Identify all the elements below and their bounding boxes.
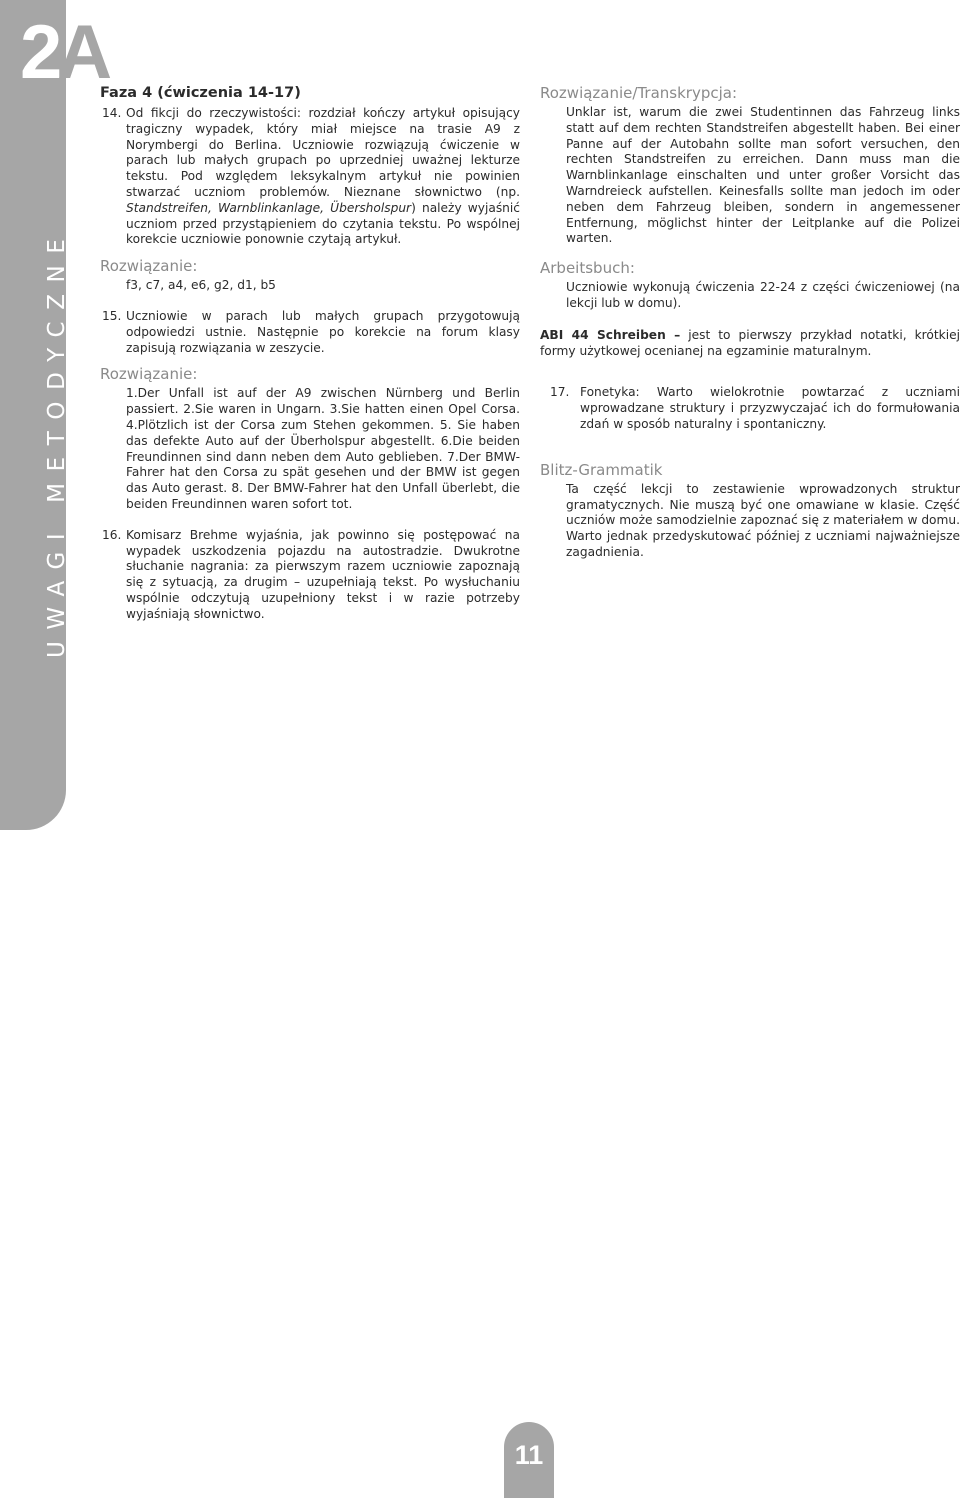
phase-title: Faza 4 (ćwiczenia 14-17) [100, 85, 301, 101]
exercise-text [126, 106, 520, 248]
exercise-number: 17. [550, 385, 570, 400]
abi-note [540, 328, 960, 360]
solution-text: 1.Der Unfall ist auf der A9 zwischen Nürnberg und Berlin passiert. 2.Sie waren in Ungarn. 3.Sie hatten einen Opel Corsa. 4.Plötzlich ist der Corsa zum Stehen gekommen. 5. Sie haben das defekte Auto auf der Überholspur abgestellt. 6.Die beiden Freundinnen sind dann neben dem Auto geblieben. 7.Der BMW-Fahrer hat den Corsa zu spät gesehen und der BMW ist gegen das Auto gerast. 8. Der BMW-Fahrer hat den Unfall überlebt, die beiden Freundinnen waren sofort tot. [126, 386, 520, 511]
exercise-15 [100, 309, 520, 356]
arbeitsbuch-heading: Arbeitsbuch: [540, 259, 635, 278]
solution-heading: Rozwiązanie: [100, 257, 198, 276]
exercise-text: Uczniowie w parach lub małych grupach przygotowują odpowiedzi ustnie. Następnie po korekcie na forum klasy zapisują rozwiązania w zeszycie. [126, 308, 520, 355]
exercise-17 [540, 385, 960, 432]
page-number-tab [504, 1422, 554, 1498]
exercise-number: 14. [102, 106, 122, 120]
exercise-number: 15. [102, 308, 122, 323]
exercise-14-vocab: Standstreifen, Warnblinkanlage, Übersholspur [126, 200, 412, 215]
sidebar-tab [0, 0, 70, 830]
exercise-16 [100, 528, 520, 623]
blitz-text: Ta część lekcji to zestawienie wprowadzonych struktur gramatycznych. Nie muszą być one omawiane w klasie. Część uczniów może samodzielnie zapoznać się z materiałem w domu. Warto jednak przedyskutować później z uczniami najważniejsze zagadnienia. [566, 481, 960, 559]
exercise-text: Fonetyka: Warto wielokrotnie powtarzać z uczniami wprowadzane struktury i przyzwyczajać ich do formułowania zdań w sposób naturalny i spontaniczny. [580, 385, 960, 431]
chapter-digit: 2 [20, 10, 58, 95]
abi-label: ABI 44 Schreiben – [540, 327, 681, 342]
exercise-14 [100, 106, 520, 248]
right-column [540, 84, 960, 561]
exercise-text: Komisarz Brehme wyjaśnia, jak powinno się postępować na wypadek uszkodzenia pojazdu na autostradzie. Dwukrotne słuchanie nagrania: za pierwszym razem uczniowie zapoznają się z sytuacją, za drugim – uzupełniają tekst. Po wysłuchaniu wspólnie odczytują uzupełniony tekst i w razie potrzeby wyjaśniają słownictwo. [126, 527, 520, 621]
chapter-letter: A [57, 10, 108, 95]
solution-heading: Rozwiązanie: [100, 365, 198, 384]
abi-text: jest to pierwszy przykład notatki, krótkiej formy użytkowej ocenianej na egzaminie maturalnym. [540, 327, 960, 358]
blitz-heading: Blitz-Grammatik [540, 460, 663, 479]
transcript-text: Unklar ist, warum die zwei Studentinnen das Fahrzeug links statt auf dem rechten Standstreifen abgestellt haben. Bei einer Panne auf der Autobahn sollte man sofort versuchen, den rechten Standstreifen zu erreichen. Dann muss man die Warnblinkanlage einschalten und unter großer Vorsicht das Warndreieck aufstellen. Keinesfalls sollte man jedoch im oder neben dem Fahrzeug bleiben, sondern in angemessener Entfernung, möglichst hinter der Leitplanke auf die Polizei warten. [566, 105, 960, 246]
left-column [100, 84, 520, 623]
exercise-14-text: Od fikcji do rzeczywistości: rozdział kończy artykuł opisujący tragiczny wypadek, który miał miejsce na trasie A9 z Norymbergi do Berlina. Uczniowie rozwiązują ćwiczenie w parach lub małych grupach po uprzedniej uważnej lekturze tekstu. Pod względem leksykalnym artykuł nie powinien stwarzać uczniom problemów. Nieznane słownictwo (np. [126, 106, 520, 199]
transcript-heading: Rozwiązanie/Transkrypcja: [540, 84, 737, 102]
page-number: 11 [514, 1440, 544, 1470]
vertical-section-label: UWAGI METODYCZNE [44, 227, 70, 658]
solution-text: f3, c7, a4, e6, g2, d1, b5 [126, 278, 276, 293]
exercise-14-text-after: ) należy wyjaśnić uczniom przed przystąpieniem do czytania tekstu. Po wspólnej korekcie uczniowie ponownie czytają artykuł. [126, 200, 520, 247]
chapter-number [20, 10, 108, 95]
arbeitsbuch-text: Uczniowie wykonują ćwiczenia 22-24 z części ćwiczeniowej (na lekcji lub w domu). [566, 280, 960, 310]
exercise-number: 16. [102, 527, 122, 542]
